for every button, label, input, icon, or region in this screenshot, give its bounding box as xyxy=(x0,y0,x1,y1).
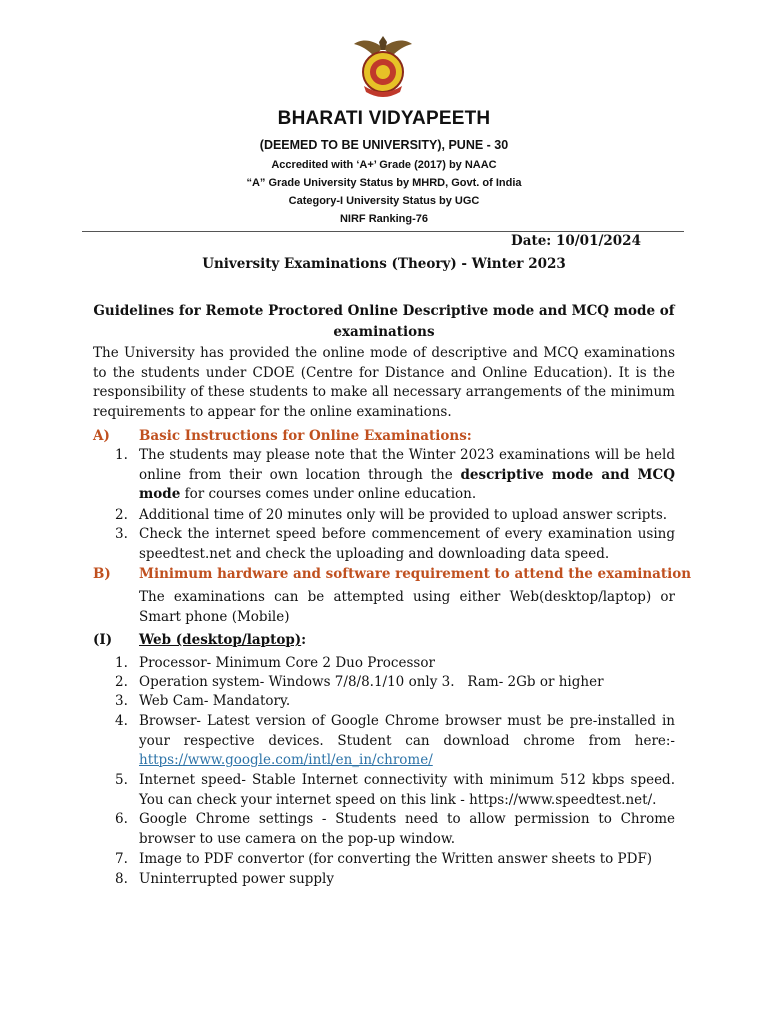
list-item xyxy=(93,810,675,849)
item-text: Browser- Latest version of Google Chrome browser must be pre-installed in your respective devices. Student can download chrome from here:- https://www.google.com/intl/en_in/chrome/ xyxy=(139,713,675,768)
item-text: Internet speed- Stable Internet connectivity with minimum 512 kbps speed. You can check your internet speed on this link - https://www.speedtest.net/. xyxy=(139,772,675,808)
item-text: Processor- Minimum Core 2 Duo Processor xyxy=(139,655,435,671)
item-text: Operation system- Windows 7/8/8.1/10 only 3. Ram- 2Gb or higher xyxy=(139,674,604,690)
item-number: 8. xyxy=(115,871,128,887)
accreditation-line: Accredited with ‘A+’ Grade (2017) by NAAC xyxy=(271,159,497,171)
item-number: 6. xyxy=(115,811,128,827)
item-number: 1. xyxy=(115,447,128,463)
item-number: 3. xyxy=(115,526,128,542)
item-number: 5. xyxy=(115,772,128,788)
document-date: Date: 10/01/2024 xyxy=(511,233,641,249)
list-item xyxy=(93,506,675,526)
guidelines-title: Guidelines for Remote Proctored Online Descriptive mode and MCQ mode of examinations xyxy=(93,303,675,340)
category-line: Category-I University Status by UGC xyxy=(288,195,480,207)
list-item xyxy=(93,446,675,505)
list-item xyxy=(93,692,675,712)
intro-paragraph: The University has provided the online mode of descriptive and MCQ examinations to the students under CDOE (Centre for Distance and Online Education). It is the responsibility of these students to make all necessary arrangements of the minimum requirements to appear for the online examinations. xyxy=(93,345,675,420)
item-text: Image to PDF convertor (for converting the Written answer sheets to PDF) xyxy=(139,851,653,867)
item-text: Google Chrome settings - Students need to allow permission to Chrome browser to use camera on the pop-up window. xyxy=(139,811,675,847)
exam-title: University Examinations (Theory) - Winter 2023 xyxy=(202,256,566,272)
list-item xyxy=(93,850,675,870)
nirf-line: NIRF Ranking-76 xyxy=(339,213,428,225)
chrome-download-link[interactable]: https://www.google.com/intl/en_in/chrome/ xyxy=(139,752,433,768)
list-item xyxy=(93,525,675,564)
item-text: Uninterrupted power supply xyxy=(139,871,334,887)
header-divider xyxy=(82,231,684,232)
item-text: Check the internet speed before commencement of every examination using speedtest.net and check the uploading and downloading data speed. xyxy=(139,526,675,562)
list-item xyxy=(93,673,675,693)
section-b-title: Minimum hardware and software requirement to attend the examination xyxy=(139,566,692,582)
item-number: 2. xyxy=(115,674,128,690)
section-b-label: B) xyxy=(93,566,111,582)
item-text: The students may please note that the Winter 2023 examinations will be held online from their own location through the descriptive mode and MCQ mode for courses comes under online education. xyxy=(139,447,676,502)
section-a-title: Basic Instructions for Online Examinations: xyxy=(139,428,472,444)
section-i-title: Web (desktop/laptop) xyxy=(139,632,302,648)
section-b-text: The examinations can be attempted using either Web(desktop/laptop) or Smart phone (Mobile) xyxy=(139,589,675,625)
item-text: Additional time of 20 minutes only will be provided to upload answer scripts. xyxy=(139,507,668,523)
university-emblem-icon xyxy=(352,34,414,100)
list-item xyxy=(93,712,675,771)
university-name: BHARATI VIDYAPEETH xyxy=(277,108,491,129)
item-number: 7. xyxy=(115,851,128,867)
list-item xyxy=(93,771,675,810)
status-line: “A” Grade University Status by MHRD, Govt. of India xyxy=(246,177,522,189)
list-item xyxy=(93,870,675,890)
list-item xyxy=(93,654,675,674)
section-i-label: (I) xyxy=(93,632,113,648)
item-text: Web Cam- Mandatory. xyxy=(139,693,291,709)
university-subtitle: (DEEMED TO BE UNIVERSITY), PUNE - 30 xyxy=(259,138,509,152)
item-number: 3. xyxy=(115,693,128,709)
item-number: 4. xyxy=(115,713,128,729)
item-number: 2. xyxy=(115,507,128,523)
item-number: 1. xyxy=(115,655,128,671)
document-page: BHARATI VIDYAPEETH (DEEMED TO BE UNIVERSITY), PUNE - 30 Accredited with ‘A+’ Grade (2017) by NAAC “A” Grade University Status by MHRD, Govt. of India Category-I University Status by UGC NIRF Ranking-76 Date: 10/01/2024 University Examinations (Theory) - Winter 2023 Guidelines for Remote Proctored Online Descriptive mode and MCQ mode of examinations The University has provided the online mode of descriptive and MCQ examinations to the students under CDOE (Centre for Distance and Online Education). It is the responsibility of these students to make all necessary arrangements of the minimum requirements to appear for the online examinations. A) Basic Instructions for Online Examinations: 1. The students may please note that the Winter 2023 examinations will be held online from their own location through the descriptive mode and MCQ mode for courses comes under online education. 2. Additional time of 20 minutes only will be provided to upload answer scripts. 3. Check the internet speed before commencement of every examination using speedtest.net and check the uploading and downloading data speed. B) Minimum hardware and software requirement to attend the examination The examinations can be attempted using either Web(desktop/laptop) or Smart phone (Mobile) (I) Web (desktop/laptop): 1. Processor- Minimum Core 2 Duo Processor 2. Operation system- Windows 7/8/8.1/10 only 3. Ram- 2Gb or higher 3. Web Cam- Mandatory. 4. Browser- Latest version of Google Chrome browser must be pre-installed in your respective devices. Student can download chrome from here:- https://www.google.com/intl/en_in/chrome/ 5. Internet speed- Stable Internet connectivity with minimum 512 kbps speed. You can check your internet speed on this link - https://www.speedtest.net/. 6. Google Chrome settings - Students need to allow permission to Chrome browser to use camera on the pop-up window. 7. Image to PDF convertor (for converting the Written answer sheets to PDF) 8. Uninterrupted power supply xyxy=(0,0,768,1024)
section-a-label: A) xyxy=(93,428,110,444)
